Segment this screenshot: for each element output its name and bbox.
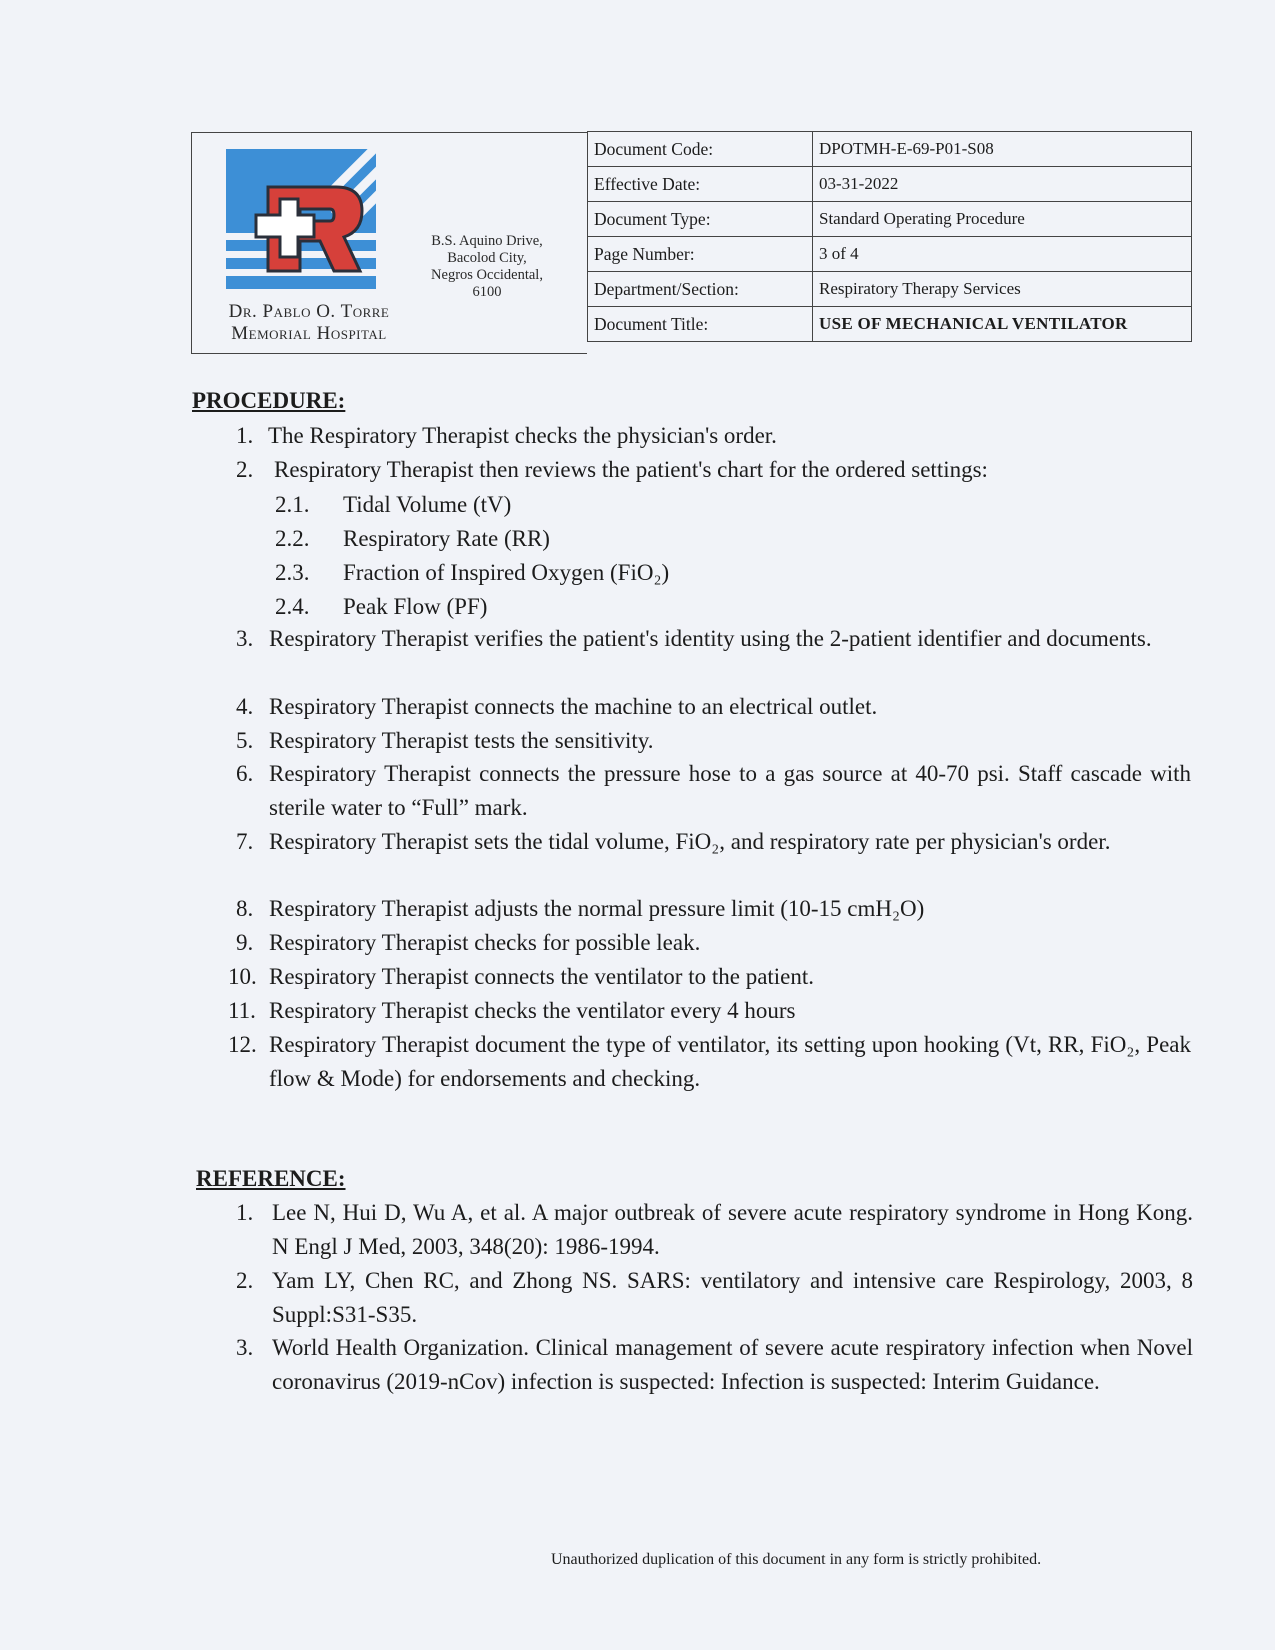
meta-label: Department/Section: [588, 272, 813, 307]
step-text: The Respiratory Therapist checks the physician's order. [268, 423, 777, 448]
substep-text: Fraction of Inspired Oxygen (FiO₂) [343, 560, 670, 585]
meta-value: DPOTMH-E-69-P01-S08 [813, 132, 1192, 167]
address-line: B.S. Aquino Drive, [431, 233, 543, 249]
meta-row [588, 167, 1192, 202]
procedure-step [236, 419, 1191, 453]
procedure-step [236, 892, 1191, 926]
step-number: 6. [236, 761, 254, 786]
procedure-step [228, 1028, 1191, 1096]
procedure-step [236, 926, 1191, 960]
meta-label: Effective Date: [588, 167, 813, 202]
step-number: 10. [228, 964, 257, 989]
step-number: 3. [236, 626, 254, 651]
procedure-step [236, 453, 1191, 487]
meta-label: Document Type: [588, 202, 813, 237]
meta-label: Page Number: [588, 237, 813, 272]
hospital-logo-cell [191, 132, 587, 354]
substep-text: Peak Flow (PF) [343, 594, 488, 619]
substep-number: 2.1. [275, 492, 310, 517]
step-number: 8. [236, 896, 254, 921]
meta-label: Document Title: [588, 307, 813, 342]
hospital-name-line1: Dr. Pablo O. Torre [228, 301, 390, 322]
substep-number: 2.2. [275, 526, 310, 551]
address-line: Negros Occidental, [431, 267, 543, 283]
reference-text: Lee N, Hui D, Wu A, et al. A major outbreak of severe acute respiratory syndrome in Hong Kong. N Engl J Med, 2003, 348(20): 1986-1994. [272, 1200, 1193, 1259]
step-number: 11. [228, 998, 256, 1023]
step-text: Respiratory Therapist then reviews the patient's chart for the ordered settings: [274, 457, 988, 482]
meta-value: 3 of 4 [813, 237, 1192, 272]
procedure-heading: PROCEDURE: [192, 388, 346, 413]
reference-number: 1. [236, 1200, 254, 1225]
step-number: 4. [236, 694, 254, 719]
address-line: 6100 [472, 284, 502, 300]
step-number: 7. [236, 829, 254, 854]
reference-text: Yam LY, Chen RC, and Zhong NS. SARS: ventilatory and intensive care Respirology, 2003, 8 Suppl:S31-S35. [272, 1268, 1193, 1327]
step-text: Respiratory Therapist connects the ventilator to the patient. [269, 964, 815, 989]
step-number: 9. [236, 930, 254, 955]
step-text: Respiratory Therapist document the type of ventilator, its setting upon hooking (Vt, RR, FiO₂, Peak flow & Mode) for endorsements and checking. [269, 1032, 1191, 1091]
substep-text: Tidal Volume (tV) [343, 492, 512, 517]
step-number: 2. [236, 457, 254, 482]
substep-text: Respiratory Rate (RR) [343, 526, 550, 551]
meta-row [588, 307, 1192, 342]
document-header [191, 131, 1192, 355]
address-line: Bacolod City, [447, 250, 527, 266]
step-text: Respiratory Therapist sets the tidal volume, FiO₂, and respiratory rate per physician's order. [269, 829, 1111, 854]
meta-row [588, 272, 1192, 307]
meta-value: 03-31-2022 [813, 167, 1192, 202]
procedure-step [228, 960, 1191, 994]
meta-value: Standard Operating Procedure [813, 202, 1192, 237]
hospital-address [412, 233, 562, 301]
step-number: 5. [236, 728, 254, 753]
meta-value: Respiratory Therapy Services [813, 272, 1192, 307]
meta-row [588, 202, 1192, 237]
meta-label: Document Code: [588, 132, 813, 167]
step-text: Respiratory Therapist connects the machine to an electrical outlet. [269, 694, 878, 719]
substep-number: 2.3. [275, 560, 310, 585]
reference-item [236, 1196, 1193, 1264]
step-text: Respiratory Therapist connects the pressure hose to a gas source at 40-70 psi. Staff cascade with sterile water to “Full” mark. [269, 761, 1191, 820]
reference-text: World Health Organization. Clinical management of severe acute respiratory infection when Novel coronavirus (2019-nCov) infection is suspected: Infection is suspected: Interim Guidance. [272, 1335, 1193, 1394]
step-text: Respiratory Therapist checks for possible leak. [269, 930, 701, 955]
step-text: Respiratory Therapist adjusts the normal pressure limit (10-15 cmH₂O) [269, 896, 925, 921]
reference-number: 2. [236, 1268, 254, 1293]
reference-heading: REFERENCE: [196, 1166, 346, 1191]
meta-row [588, 237, 1192, 272]
step-text: Respiratory Therapist checks the ventilator every 4 hours [269, 998, 796, 1023]
hospital-logo [226, 145, 384, 295]
procedure-step [236, 825, 1191, 859]
procedure-step [236, 724, 1191, 758]
procedure-step [236, 622, 1191, 656]
meta-row [588, 132, 1192, 167]
step-number: 1. [236, 423, 254, 448]
step-number: 12. [228, 1032, 257, 1057]
duplication-notice: Unauthorized duplication of this document in any form is strictly prohibited. [551, 1551, 1042, 1568]
procedure-step [236, 757, 1191, 825]
hospital-name [204, 301, 414, 345]
procedure-step [228, 994, 1191, 1028]
substep-number: 2.4. [275, 594, 310, 619]
hospital-name-line2: Memorial Hospital [231, 323, 387, 344]
step-text: Respiratory Therapist tests the sensitivity. [269, 728, 654, 753]
procedure-step [236, 690, 1191, 724]
document-meta-table [587, 131, 1192, 342]
document-title-value: USE OF MECHANICAL VENTILATOR [813, 307, 1192, 342]
step-text: Respiratory Therapist verifies the patient's identity using the 2-patient identifier and documents. [269, 626, 1152, 651]
reference-number: 3. [236, 1335, 254, 1360]
reference-item [236, 1331, 1193, 1399]
reference-item [236, 1264, 1193, 1332]
